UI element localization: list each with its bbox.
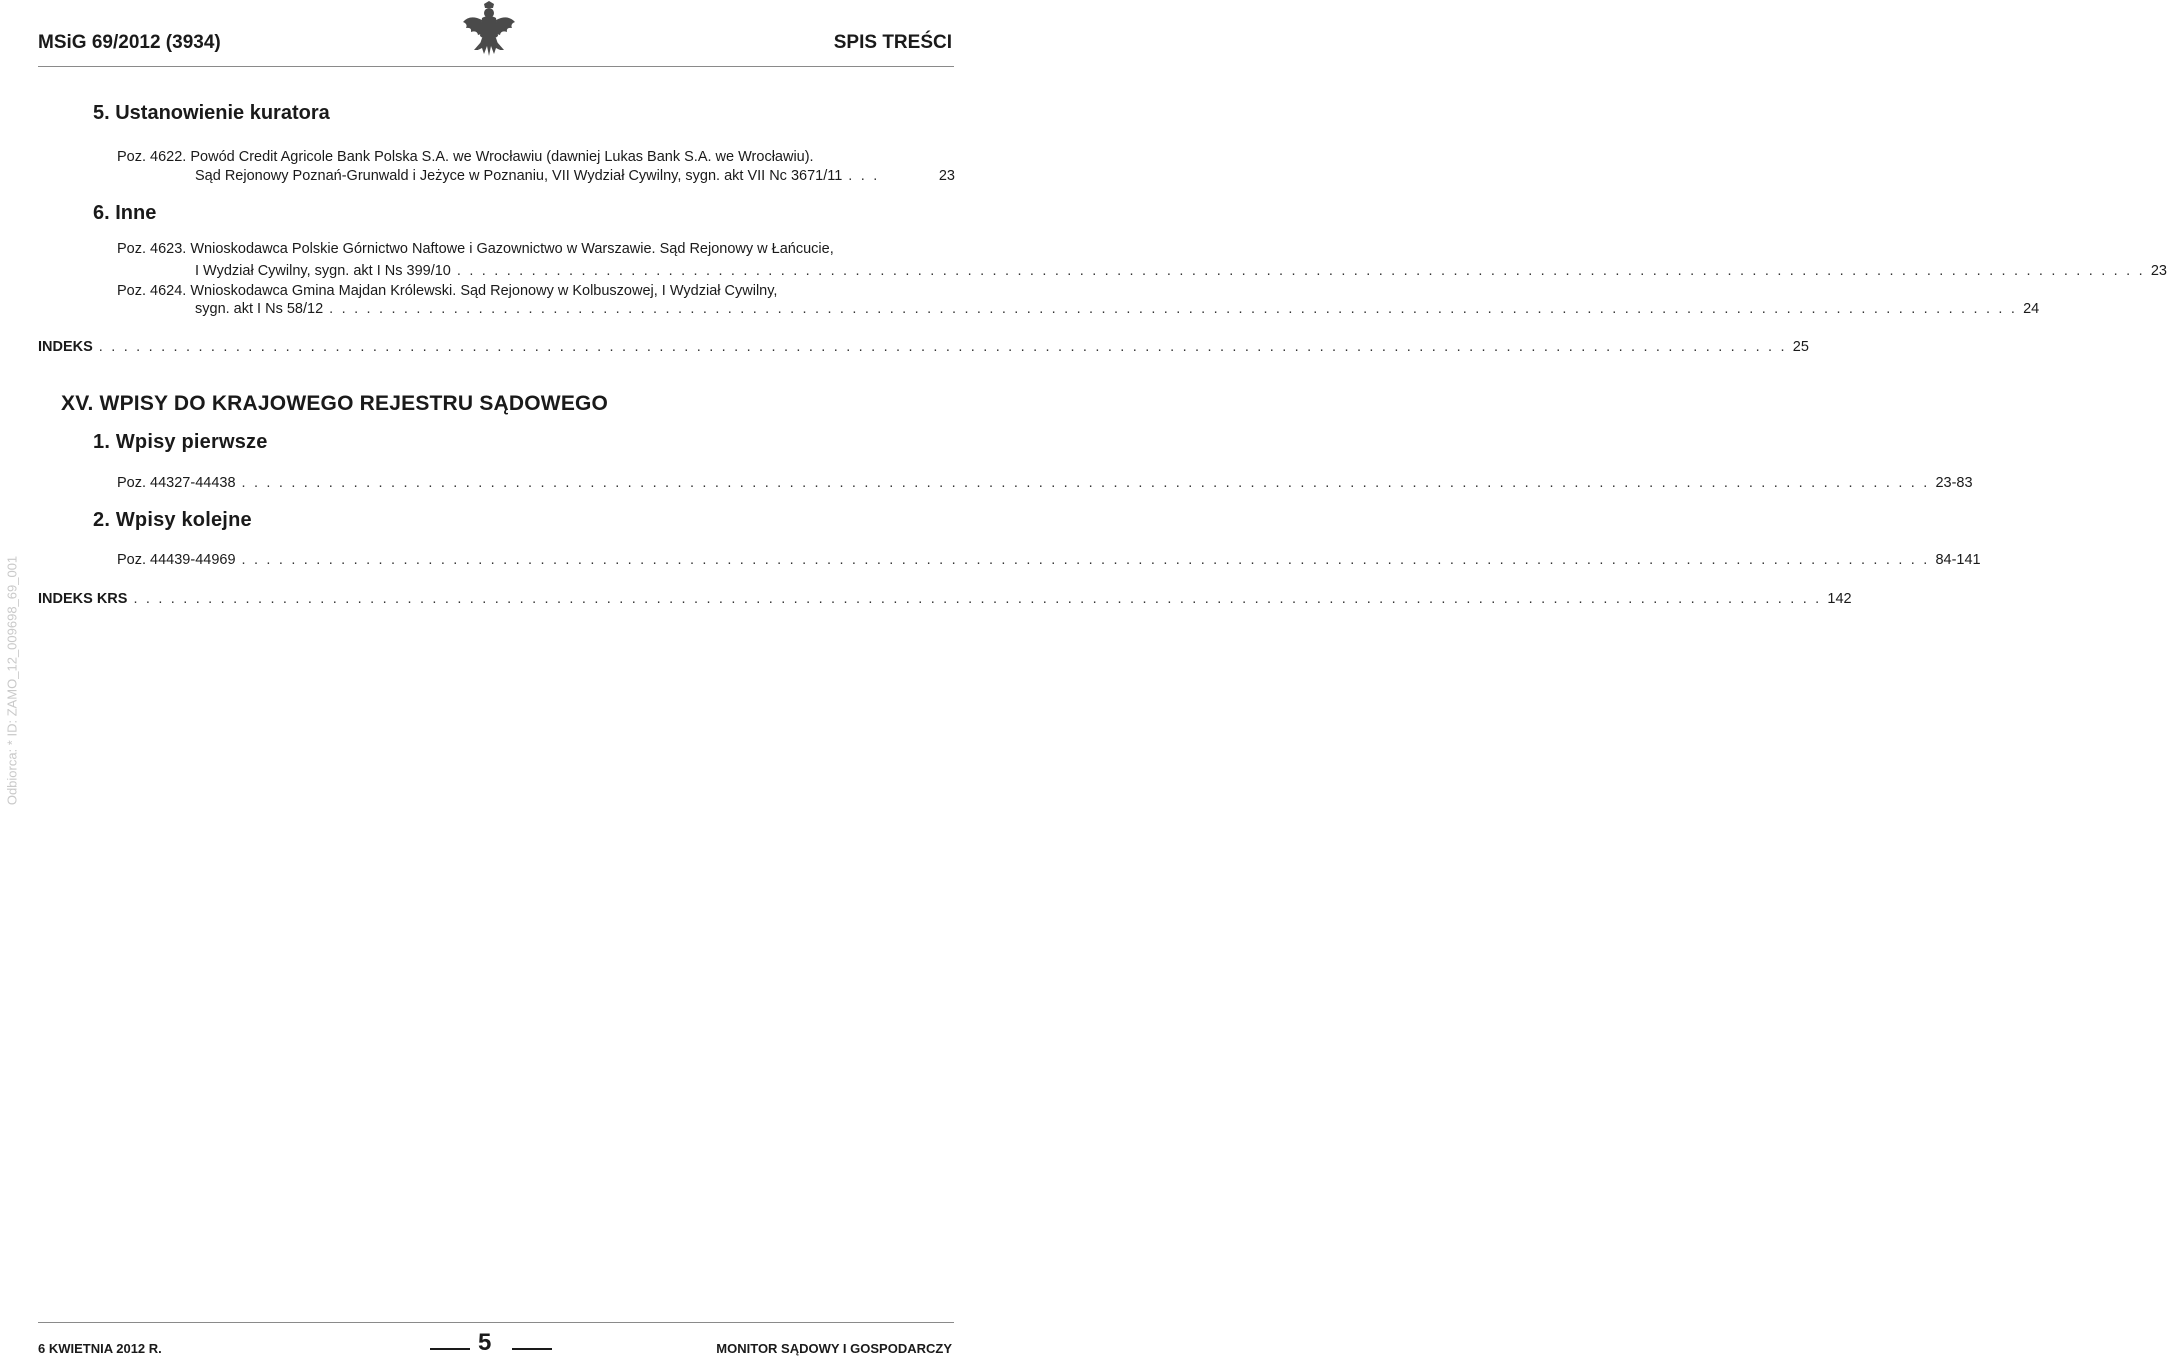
wpisy-pierwsze-page: 23-83: [1935, 475, 1973, 491]
entry-4623[interactable]: [195, 261, 2167, 281]
entry-4623-line2: I Wydział Cywilny, sygn. akt I Ns 399/10: [195, 263, 451, 279]
dot-leader: . . .: [848, 168, 880, 184]
entry-4623-line1: Poz. 4623. Wnioskodawca Polskie Górnictwo Naftowe i Gazownictwo w Warszawie. Sąd Rejonowy w Łańcucie,: [117, 241, 834, 257]
entry-4622[interactable]: [195, 166, 955, 186]
issue-date: 6 KWIETNIA 2012 R.: [38, 1341, 162, 1356]
indeks-krs-label: INDEKS KRS: [38, 591, 128, 607]
entry-4624-page: 24: [2023, 301, 2040, 317]
page-number-dash-right: [512, 1348, 552, 1350]
section-5-heading: 5. Ustanowienie kuratora: [93, 102, 330, 124]
wpisy-pierwsze-entry[interactable]: [117, 473, 1973, 493]
entry-4624-line2: sygn. akt I Ns 58/12: [195, 301, 324, 317]
entry-4623-page: 23: [2150, 263, 2167, 279]
page-number: 5: [478, 1329, 492, 1356]
entry-4622-line2: Sąd Rejonowy Poznań-Grunwald i Jeżyce w Poznaniu, VII Wydział Cywilny, sygn. akt VII Nc 3671/11: [195, 168, 843, 184]
section-xv-heading: XV. WPISY DO KRAJOWEGO REJESTRU SĄDOWEGO: [61, 392, 609, 415]
entry-4622-page: 23: [938, 168, 955, 184]
section-title: SPIS TREŚCI: [833, 32, 952, 53]
wpisy-kolejne-label: Poz. 44439-44969: [117, 552, 236, 568]
wpisy-pierwsze-label: Poz. 44327-44438: [117, 475, 236, 491]
subsection-2-heading: 2. Wpisy kolejne: [93, 509, 252, 531]
recipient-watermark: [0, 538, 20, 828]
dot-leader: . . . . . . . . . . . . . . . . . . . . . . . . . . . . . . . . . . . . . . . . . . . . . . . . . . . . . . . . . . . . . . . . . . . . . . . . . . . . . . . . . . . . . . . . . . . . . . . . . . . . . . . . . . . . . . . . . . . . . . . . . . . . . . . . . . . . . . . .: [241, 552, 1930, 568]
indeks-label: INDEKS: [38, 339, 93, 355]
dot-leader: . . . . . . . . . . . . . . . . . . . . . . . . . . . . . . . . . . . . . . . . . . . . . . . . . . . . . . . . . . . . . . . . . . . . . . . . . . . . . . . . . . . . . . . . . . . . . . . . . . . . . . . . . . . . . . . . . . . . . . . . . . . . . . . . . . . . . . . .: [241, 475, 1930, 491]
entry-4622-line1: Poz. 4622. Powód Credit Agricole Bank Polska S.A. we Wrocławiu (dawniej Lukas Bank S.A. we Wrocławiu).: [117, 149, 814, 165]
indeks-krs-page: 142: [1827, 591, 1852, 607]
indeks-entry[interactable]: [38, 337, 1809, 357]
dot-leader: . . . . . . . . . . . . . . . . . . . . . . . . . . . . . . . . . . . . . . . . . . . . . . . . . . . . . . . . . . . . . . . . . . . . . . . . . . . . . . . . . . . . . . . . . . . . . . . . . . . . . . . . . . . . . . . . . . . . . . . . . . . . . . . . . . . . . . . .: [329, 301, 2018, 317]
entry-4624-line1: Poz. 4624. Wnioskodawca Gmina Majdan Królewski. Sąd Rejonowy w Kolbuszowej, I Wydział Cywilny,: [117, 283, 778, 299]
wpisy-kolejne-entry[interactable]: [117, 550, 1981, 570]
subsection-1-heading: 1. Wpisy pierwsze: [93, 431, 268, 453]
dot-leader: . . . . . . . . . . . . . . . . . . . . . . . . . . . . . . . . . . . . . . . . . . . . . . . . . . . . . . . . . . . . . . . . . . . . . . . . . . . . . . . . . . . . . . . . . . . . . . . . . . . . . . . . . . . . . . . . . . . . . . . . . . . . . . . . . . . . . . . .: [98, 339, 1787, 355]
publication-name: MONITOR SĄDOWY I GOSPODARCZY: [716, 1341, 952, 1356]
wpisy-kolejne-page: 84-141: [1935, 552, 1981, 568]
dot-leader: . . . . . . . . . . . . . . . . . . . . . . . . . . . . . . . . . . . . . . . . . . . . . . . . . . . . . . . . . . . . . . . . . . . . . . . . . . . . . . . . . . . . . . . . . . . . . . . . . . . . . . . . . . . . . . . . . . . . . . . . . . . . . . . . . . . . . . . .: [133, 591, 1822, 607]
page-number-dash-left: [430, 1348, 470, 1350]
section-6-heading: 6. Inne: [93, 202, 157, 224]
indeks-krs-entry[interactable]: [38, 589, 1852, 609]
indeks-page: 25: [1792, 339, 1809, 355]
footer-divider: [38, 1322, 954, 1323]
publication-number: MSiG 69/2012 (3934): [38, 32, 221, 53]
entry-4624[interactable]: [195, 299, 2040, 319]
recipient-watermark-text: Odbiorca: * ID: ZAMO_12_009698_69_001: [4, 555, 20, 806]
polish-eagle-emblem-icon: [460, 0, 518, 66]
header-divider: [38, 66, 954, 67]
dot-leader: . . . . . . . . . . . . . . . . . . . . . . . . . . . . . . . . . . . . . . . . . . . . . . . . . . . . . . . . . . . . . . . . . . . . . . . . . . . . . . . . . . . . . . . . . . . . . . . . . . . . . . . . . . . . . . . . . . . . . . . . . . . . . . . . . . . . . . . .: [456, 263, 2145, 279]
